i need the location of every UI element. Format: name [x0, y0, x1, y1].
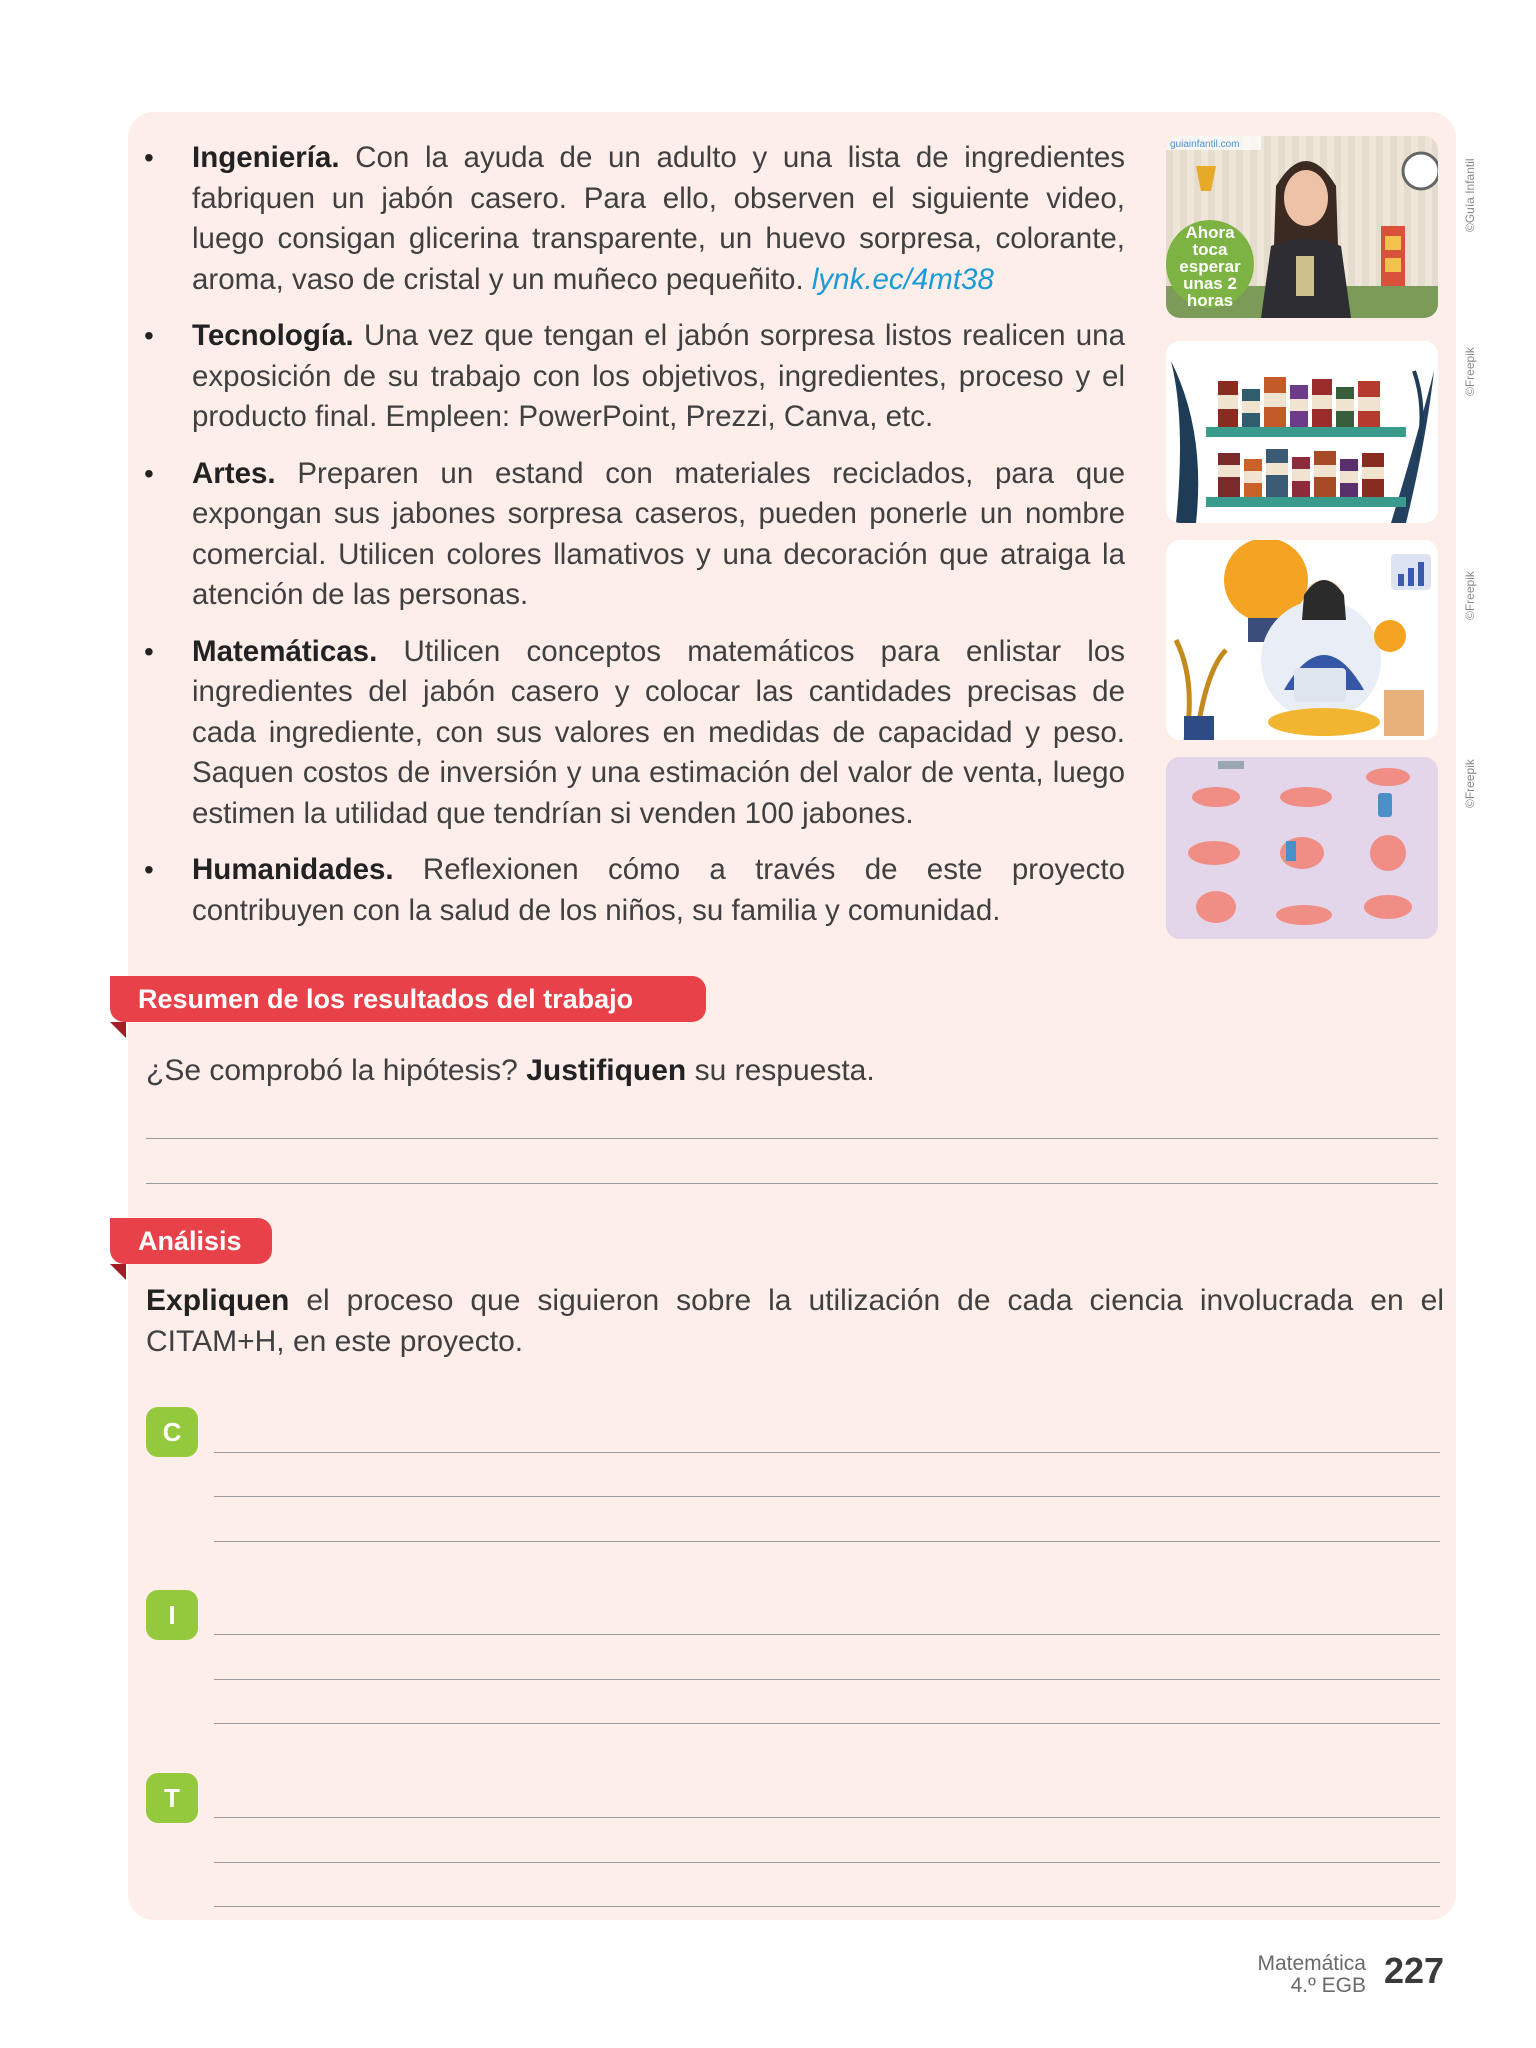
letter-badge-t: T	[146, 1773, 198, 1823]
activity-title: Ingeniería.	[192, 141, 340, 174]
idea-illustration	[1166, 540, 1438, 740]
video-link[interactable]: lynk.ec/4mt38	[811, 262, 994, 296]
activity-text: Con la ayuda de un adulto y una lista de ingredientes fabriquen un jabón casero. Para ello, observen el siguiente video, luego consigan glicerina transparente, un huevo sorpresa, colorante, aroma, vaso de cristal y un muñeco pequeñito.	[192, 141, 1125, 296]
page-number: 227	[1384, 1950, 1445, 1991]
photo-credit: ©Guía Infantil	[1463, 158, 1477, 232]
answer-line[interactable]	[214, 1496, 1440, 1497]
video-thumbnail[interactable]	[1166, 136, 1438, 318]
activity-title: Tecnología.	[192, 319, 354, 352]
bubble-line: Ahora	[1185, 223, 1235, 242]
handwashing-steps-image	[1166, 757, 1438, 939]
summary-heading: Resumen de los resultados del trabajo	[110, 976, 706, 1022]
answer-line[interactable]	[214, 1723, 1440, 1724]
analysis-instruction	[146, 1280, 1444, 1362]
activity-item-artes	[140, 454, 1125, 616]
letter-badge-c: C	[146, 1407, 198, 1457]
answer-line[interactable]	[214, 1679, 1440, 1680]
activity-title: Matemáticas.	[192, 634, 378, 668]
activity-item-matematicas	[140, 632, 1125, 835]
shelf-bottles-image	[1166, 341, 1438, 523]
bubble-line: toca	[1192, 240, 1228, 259]
photo-credit: ©Freepik	[1463, 571, 1477, 620]
activity-title: Humanidades.	[192, 853, 394, 886]
question-emphasis: Justifiquen	[526, 1054, 687, 1087]
summary-question	[146, 1050, 875, 1091]
tag-fold	[110, 1022, 126, 1038]
answer-line[interactable]	[146, 1183, 1438, 1184]
bubble-line: unas 2	[1183, 274, 1237, 293]
question-text: ¿Se comprobó la hipótesis?	[146, 1054, 518, 1087]
question-text: su respuesta.	[694, 1054, 875, 1087]
video-bubble	[1172, 224, 1248, 309]
answer-line[interactable]	[214, 1634, 1440, 1635]
answer-line[interactable]	[146, 1138, 1438, 1139]
activity-text: Reflexionen cómo a través de este proyecto contribuyen con la salud de los niños, su familia y comunidad.	[192, 853, 1125, 927]
photo-credit: ©Freepik	[1463, 759, 1477, 808]
lightbulb-woman-image	[1166, 540, 1438, 740]
shelf-illustration	[1166, 341, 1438, 523]
letter-badge-i: I	[146, 1590, 198, 1640]
tag-fold	[110, 1264, 126, 1280]
subject-name: Matemática	[1257, 1952, 1366, 1975]
bubble-line: horas	[1186, 291, 1234, 310]
answer-line[interactable]	[214, 1862, 1440, 1863]
footer-subject	[1257, 1953, 1366, 1997]
activity-text: Preparen un estand con materiales reciclados, para que expongan sus jabones sorpresa caseros, pueden ponerle un nombre comercial. Utilicen colores llamativos y una decoración que atraiga la atención de las personas.	[192, 456, 1125, 611]
activity-text: Utilicen conceptos matemáticos para enlistar los ingredientes del jabón casero y colocar las cantidades precisas de cada ingrediente, con sus valores en medidas de capacidad y peso. Saquen costos de inversión y una estimación del valor de venta, luego estimen la utilidad que tendrían si venden 100 jabones.	[192, 634, 1125, 830]
answer-line[interactable]	[214, 1906, 1440, 1907]
answer-line[interactable]	[214, 1452, 1440, 1453]
answer-line[interactable]	[214, 1817, 1440, 1818]
answer-line[interactable]	[214, 1541, 1440, 1542]
instruction-text: el proceso que siguieron sobre la utilización de cada ciencia involucrada en el CITAM+H, en este proyecto.	[146, 1284, 1444, 1358]
activity-item-ingenieria	[140, 138, 1125, 300]
instruction-emphasis: Expliquen	[146, 1284, 290, 1317]
activity-item-tecnologia	[140, 316, 1125, 438]
grade-label: 4.º EGB	[1290, 1974, 1366, 1997]
video-logo-text: guiainfantil.com	[1170, 139, 1240, 150]
activity-title: Artes.	[192, 456, 276, 490]
handwashing-illustration	[1166, 757, 1438, 939]
activity-list	[140, 138, 1125, 947]
analysis-heading: Análisis	[110, 1218, 272, 1264]
activity-item-humanidades	[140, 850, 1125, 931]
bubble-line: esperar	[1179, 257, 1241, 276]
photo-credit: ©Freepik	[1463, 347, 1477, 396]
activity-text: Una vez que tengan el jabón sorpresa listos realicen una exposición de su trabajo con los objetivos, ingredientes, proceso y el producto final. Empleen: PowerPoint, Prezzi, Canva, etc.	[192, 319, 1125, 433]
